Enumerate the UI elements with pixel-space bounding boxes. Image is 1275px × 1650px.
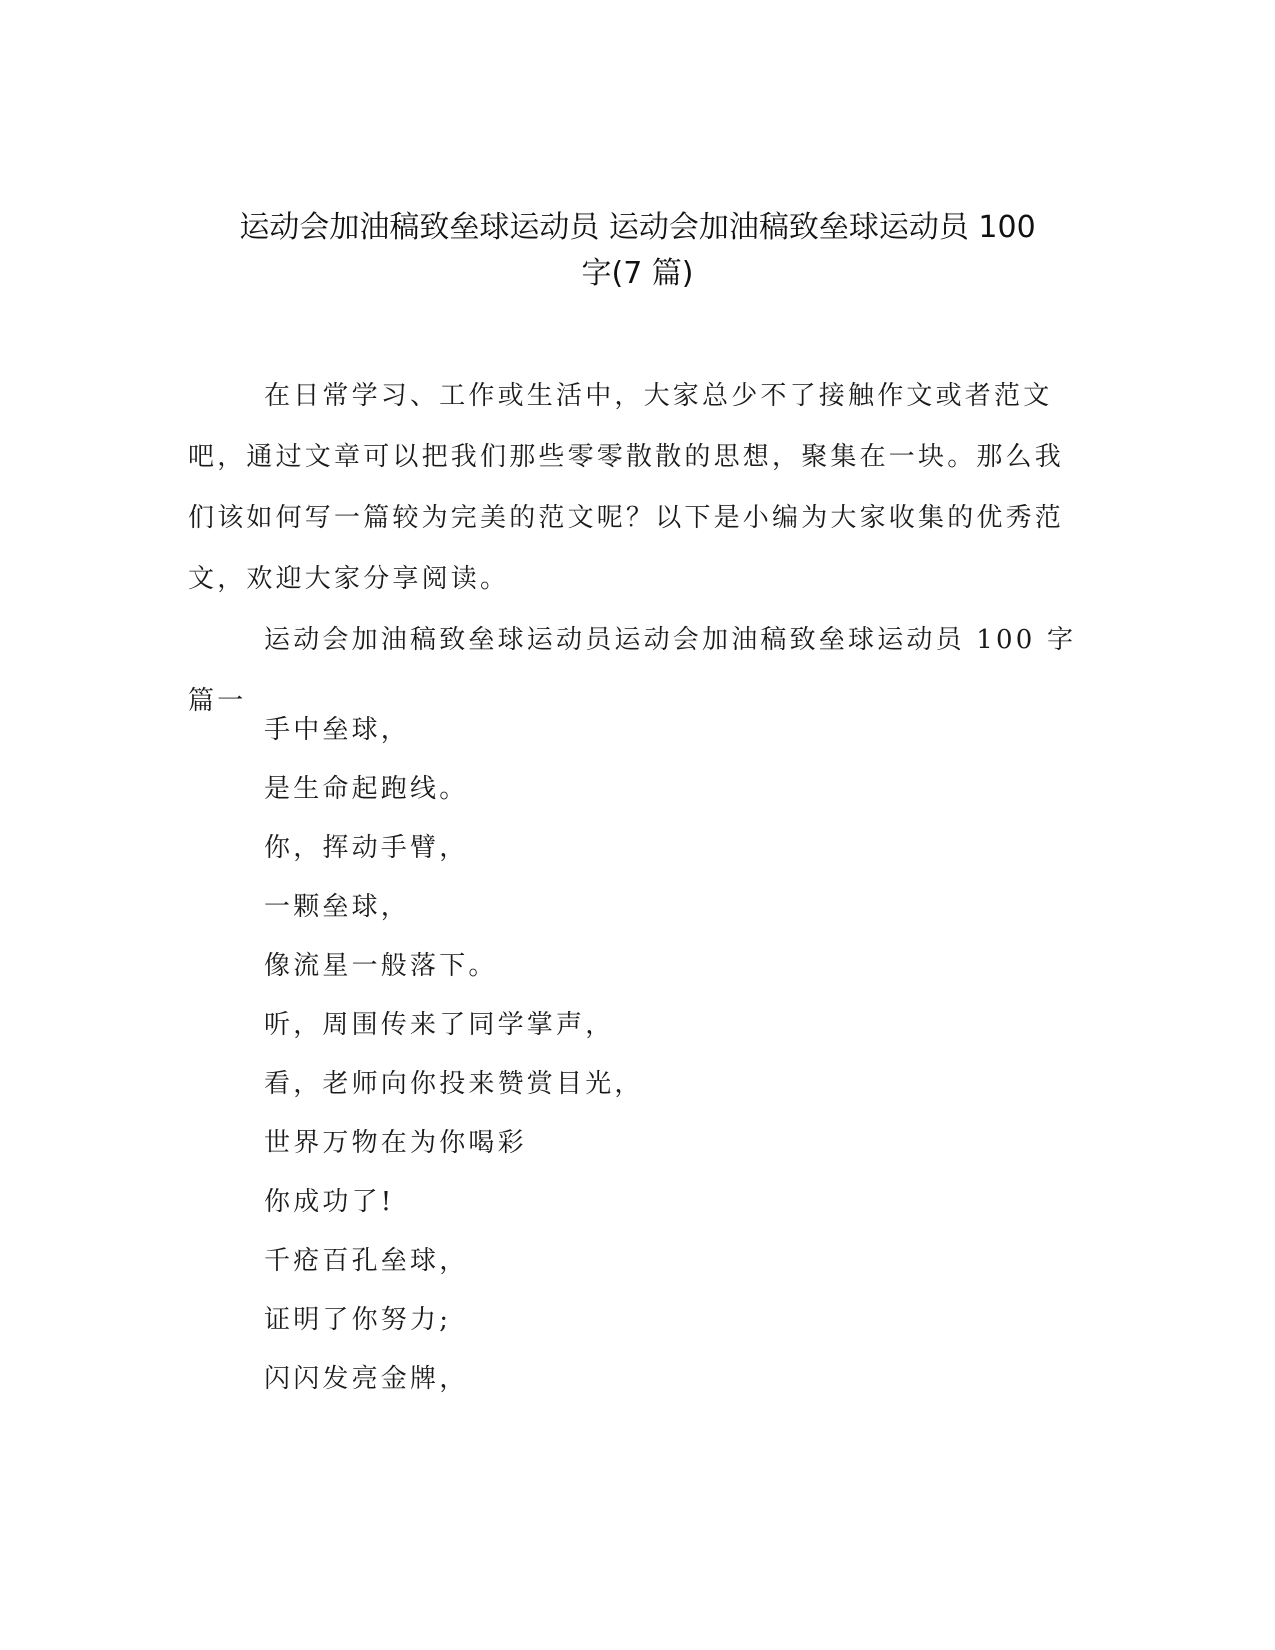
poem-line: 看，老师向你投来赞赏目光， [264,1069,644,1099]
poem-line: 听，周围传来了同学掌声， [264,1010,615,1040]
poem-line: 一颗垒球， [264,892,411,922]
poem-line: 你成功了! [264,1187,395,1217]
intro-paragraph: 在日常学习、工作或生活中，大家总少不了接触作文或者范文吧，通过文章可以把我们那些零零散散的思想，聚集在一块。那么我们该如何写一篇较为完美的范文呢？以下是小编为大家收集的优秀范文，欢迎大家分享阅读。 [188,381,1065,594]
title-line-1: 运动会加油稿致垒球运动员 运动会加油稿致垒球运动员 100 [239,210,1036,245]
poem-line: 千疮百孔垒球， [264,1246,469,1276]
poem-line: 像流星一般落下。 [264,951,498,981]
poem-line: 你，挥动手臂， [264,833,469,863]
section-heading: 运动会加油稿致垒球运动员运动会加油稿致垒球运动员 100 字篇一 [188,625,1077,716]
poem-line: 证明了你努力; [264,1305,452,1335]
intro-paragraph-block [188,366,1088,610]
poem-line: 闪闪发亮金牌， [264,1364,469,1394]
title-line-2: 字(7 篇) [581,256,694,291]
poem-line: 是生命起跑线。 [264,774,469,804]
document-title [150,205,1125,297]
poem-line: 世界万物在为你喝彩 [264,1128,527,1158]
poem-line: 手中垒球， [264,715,411,745]
